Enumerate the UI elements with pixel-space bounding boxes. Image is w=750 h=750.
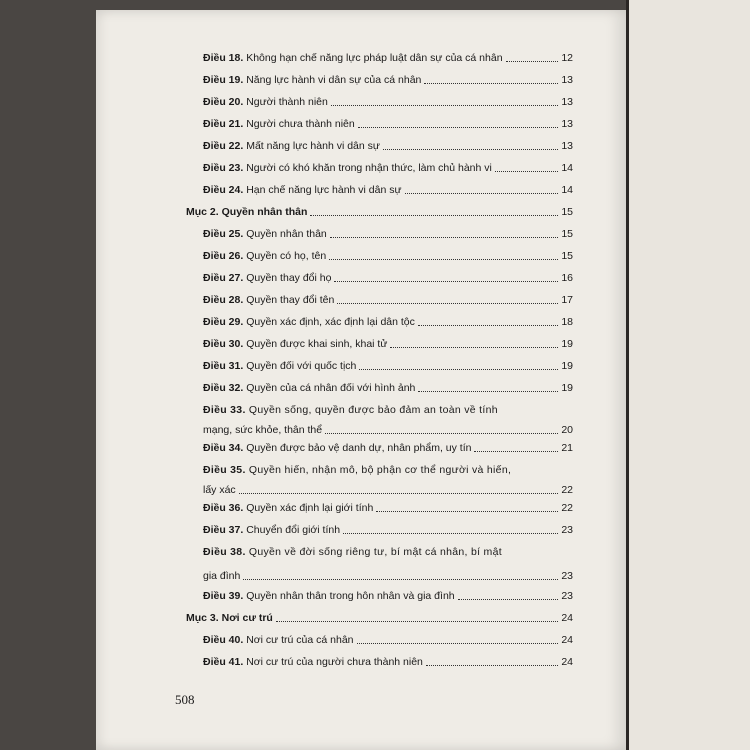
section-number: Mục 2.	[186, 206, 219, 218]
section-title: Quyền nhân thân	[221, 206, 308, 218]
page-ref: 22	[561, 502, 573, 514]
page-ref: 13	[561, 74, 573, 86]
dot-leader	[405, 193, 559, 194]
dot-leader	[310, 215, 558, 216]
article-number: Điều 32.	[203, 382, 244, 394]
article-title: Hạn chế năng lực hành vi dân sự	[246, 184, 402, 196]
entry-label	[203, 228, 327, 241]
entry-label	[203, 162, 492, 175]
dot-leader	[424, 83, 558, 84]
page-ref: 20	[561, 424, 573, 436]
article-number: Điều 38.	[203, 546, 246, 558]
article-title-continued: lấy xác	[203, 484, 236, 496]
entry-label	[203, 316, 415, 329]
dot-leader	[458, 599, 559, 600]
dot-leader	[357, 643, 559, 644]
page-ref: 23	[561, 590, 573, 602]
article-title: Quyền hiến, nhận mô, bộ phận cơ thể người và hiến,	[248, 464, 512, 476]
page-ref: 21	[561, 442, 573, 454]
entry-label	[203, 382, 415, 395]
toc-entry[interactable]	[203, 250, 573, 263]
article-title: Nơi cư trú của người chưa thành niên	[246, 656, 423, 668]
entry-label	[203, 140, 380, 153]
toc-entry[interactable]	[203, 52, 573, 65]
article-title: Quyền xác định lại giới tính	[246, 502, 374, 514]
page-ref: 14	[561, 184, 573, 196]
article-number: Điều 36.	[203, 502, 244, 514]
toc-entry[interactable]	[203, 74, 573, 87]
toc-entry[interactable]	[203, 656, 573, 669]
article-number: Điều 30.	[203, 338, 244, 350]
article-title: Quyền được khai sinh, khai tử	[246, 338, 388, 350]
article-title: Người chưa thành niên	[246, 118, 355, 130]
article-title-continued: gia đình	[203, 570, 241, 582]
page-ref: 24	[561, 612, 573, 624]
article-number: Điều 29.	[203, 316, 244, 328]
entry-label	[203, 590, 455, 603]
article-number: Điều 19.	[203, 74, 244, 86]
toc-entry[interactable]	[203, 118, 573, 131]
article-title: Quyền của cá nhân đối với hình ảnh	[246, 382, 416, 394]
toc-section[interactable]	[186, 206, 573, 219]
toc-entry[interactable]	[203, 338, 573, 351]
dot-leader	[390, 347, 558, 348]
article-number: Điều 28.	[203, 294, 244, 306]
article-title: Quyền đối với quốc tịch	[246, 360, 357, 372]
dot-leader	[359, 369, 558, 370]
article-title: Quyền xác định, xác định lại dân tộc	[246, 316, 415, 328]
article-title: Nơi cư trú của cá nhân	[246, 634, 354, 646]
dot-leader	[426, 665, 558, 666]
article-number: Điều 20.	[203, 96, 244, 108]
article-title-continued: mạng, sức khỏe, thân thể	[203, 424, 323, 436]
dot-leader	[418, 391, 558, 392]
page-ref: 13	[561, 140, 573, 152]
toc-entry[interactable]	[203, 140, 573, 153]
article-number: Điều 22.	[203, 140, 244, 152]
dot-leader	[243, 579, 558, 580]
article-title: Người thành niên	[246, 96, 328, 108]
toc-entry-continuation[interactable]	[203, 570, 573, 583]
dot-leader	[337, 303, 558, 304]
article-title: Quyền được bảo vệ danh dự, nhân phẩm, uy tín	[246, 442, 472, 454]
page-ref: 19	[561, 360, 573, 372]
entry-label	[203, 294, 334, 307]
toc-entry[interactable]	[203, 546, 502, 559]
entry-label	[203, 360, 356, 373]
page-ref: 19	[561, 338, 573, 350]
article-title: Quyền có họ, tên	[246, 250, 327, 262]
section-number: Mục 3.	[186, 612, 219, 624]
dot-leader	[418, 325, 558, 326]
toc-entry-continuation[interactable]	[203, 424, 573, 437]
dot-leader	[325, 433, 558, 434]
dot-leader	[239, 493, 559, 494]
page-ref: 24	[561, 634, 573, 646]
page-ref: 23	[561, 524, 573, 536]
toc-entry[interactable]	[203, 464, 511, 477]
article-number: Điều 27.	[203, 272, 244, 284]
article-title: Năng lực hành vi dân sự của cá nhân	[246, 74, 422, 86]
toc-entry[interactable]	[203, 162, 573, 175]
entry-label	[203, 96, 328, 109]
entry-label	[203, 118, 355, 131]
entry-label	[203, 634, 354, 647]
entry-label	[203, 74, 421, 87]
article-number: Điều 33.	[203, 404, 246, 416]
toc-section[interactable]	[186, 612, 573, 625]
article-number: Điều 37.	[203, 524, 244, 536]
section-title: Nơi cư trú	[221, 612, 273, 624]
toc-entry[interactable]	[203, 316, 573, 329]
article-number: Điều 18.	[203, 52, 244, 64]
page-ref: 14	[561, 162, 573, 174]
entry-label	[203, 502, 373, 515]
toc-entry[interactable]	[203, 404, 498, 417]
dot-leader	[334, 281, 558, 282]
toc-entry[interactable]	[203, 228, 573, 241]
article-number: Điều 34.	[203, 442, 244, 454]
toc-entry[interactable]	[203, 634, 573, 647]
dot-leader	[376, 511, 558, 512]
entry-label	[186, 612, 273, 625]
dot-leader	[329, 259, 558, 260]
article-number: Điều 40.	[203, 634, 244, 646]
toc-entry[interactable]	[203, 524, 573, 537]
toc-entry[interactable]	[203, 442, 573, 455]
article-title: Chuyển đổi giới tính	[246, 524, 341, 536]
article-title: Mất năng lực hành vi dân sự	[246, 140, 380, 152]
page-ref: 18	[561, 316, 573, 328]
article-title: Quyền thay đổi tên	[246, 294, 335, 306]
page-ref: 23	[561, 570, 573, 582]
page-ref: 12	[561, 52, 573, 64]
article-number: Điều 39.	[203, 590, 244, 602]
entry-label	[203, 338, 387, 351]
article-number: Điều 31.	[203, 360, 244, 372]
article-number: Điều 41.	[203, 656, 244, 668]
page-ref: 15	[561, 228, 573, 240]
entry-label	[203, 52, 503, 65]
article-number: Điều 21.	[203, 118, 244, 130]
entry-label	[203, 184, 402, 197]
article-number: Điều 24.	[203, 184, 244, 196]
entry-label	[203, 656, 423, 669]
dot-leader	[358, 127, 559, 128]
dot-leader	[330, 237, 559, 238]
toc-entry[interactable]	[203, 382, 573, 395]
article-title: Không hạn chế năng lực pháp luật dân sự của cá nhân	[246, 52, 503, 64]
article-number: Điều 23.	[203, 162, 244, 174]
adjacent-page-edge	[626, 0, 750, 750]
article-title: Quyền nhân thân trong hôn nhân và gia đình	[246, 590, 455, 602]
article-title: Quyền sống, quyền được bảo đảm an toàn về tính	[248, 404, 498, 416]
entry-label	[203, 272, 331, 285]
article-number: Điều 26.	[203, 250, 244, 262]
toc-entry[interactable]	[203, 184, 573, 197]
toc-entry[interactable]	[203, 294, 573, 307]
page-ref: 15	[561, 250, 573, 262]
entry-label	[203, 442, 471, 455]
entry-label	[186, 206, 307, 219]
dot-leader	[474, 451, 558, 452]
entry-label	[203, 250, 326, 263]
page-number: 508	[175, 692, 195, 707]
page-ref: 16	[561, 272, 573, 284]
article-number: Điều 25.	[203, 228, 244, 240]
toc-entry[interactable]	[203, 502, 573, 515]
dot-leader	[506, 61, 559, 62]
article-number: Điều 35.	[203, 464, 246, 476]
entry-label	[203, 524, 340, 537]
article-title: Quyền nhân thân	[246, 228, 327, 240]
page-ref: 13	[561, 118, 573, 130]
dot-leader	[383, 149, 558, 150]
page-ref: 13	[561, 96, 573, 108]
article-title: Quyền thay đổi họ	[246, 272, 332, 284]
dot-leader	[343, 533, 558, 534]
page-ref: 15	[561, 206, 573, 218]
article-title: Người có khó khăn trong nhận thức, làm chủ hành vi	[246, 162, 492, 174]
toc-entry-continuation[interactable]	[203, 484, 573, 497]
page-ref: 19	[561, 382, 573, 394]
page-ref: 17	[561, 294, 573, 306]
toc-entry[interactable]	[203, 272, 573, 285]
page-ref: 24	[561, 656, 573, 668]
toc-entry[interactable]	[203, 96, 573, 109]
toc-entry[interactable]	[203, 360, 573, 373]
dot-leader	[495, 171, 558, 172]
dot-leader	[331, 105, 558, 106]
toc-entry[interactable]	[203, 590, 573, 603]
dot-leader	[276, 621, 558, 622]
article-title: Quyền về đời sống riêng tư, bí mật cá nhân, bí mật	[248, 546, 502, 558]
page-ref: 22	[561, 484, 573, 496]
